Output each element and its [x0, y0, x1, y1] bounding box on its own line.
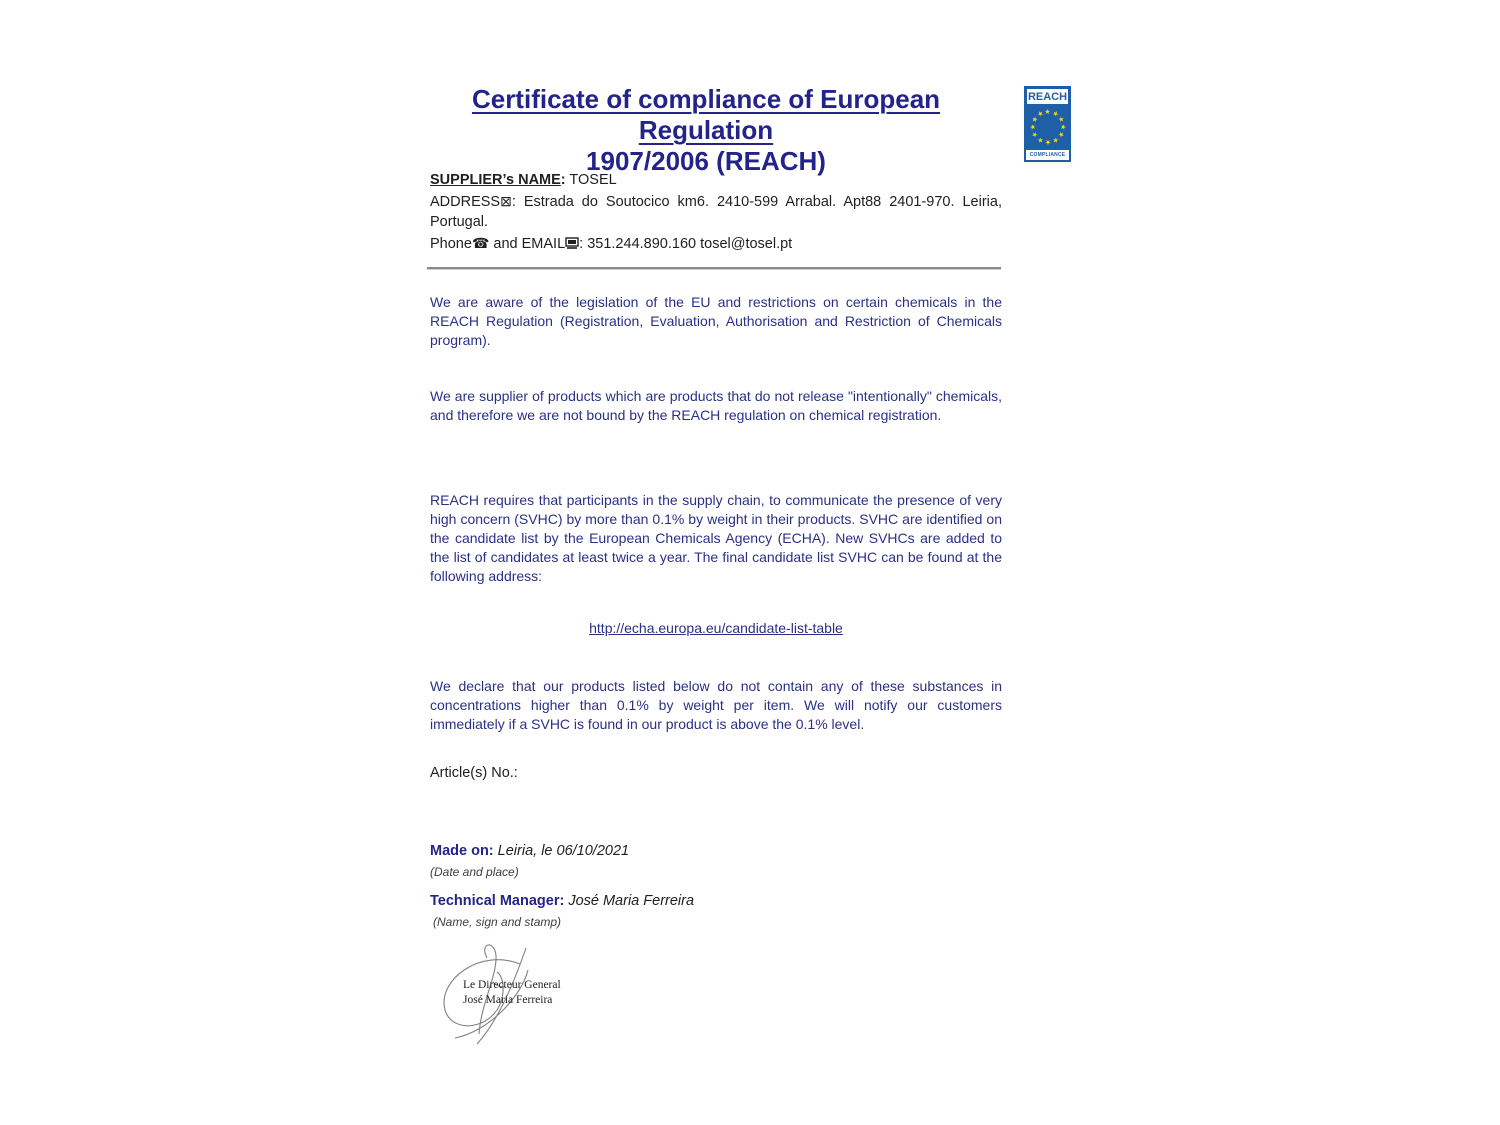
star-icon: ★	[1044, 108, 1051, 116]
star-icon: ★	[1044, 137, 1051, 145]
title-line-2: 1907/2006 (REACH)	[586, 146, 826, 176]
technical-manager-label: Technical Manager:	[430, 893, 565, 909]
supplier-contact-line	[430, 233, 1002, 255]
star-icon: ★	[1030, 129, 1040, 139]
paragraph-reach-requirements: REACH requires that participants in the supply chain, to communicate the presence of very high concern (SVHC) by more than 0.1% by weight in their products. SVHC are identified on the candidate list by the European Chemicals Agency (ECHA). New SVHCs are added to the list of candidates at least twice a year. The final candidate list SVHC can be found at the following address:	[430, 492, 1002, 584]
compliance-logo-text: COMPLIANCE	[1026, 150, 1069, 160]
technical-manager-line	[430, 893, 694, 909]
stamp-line-2: José Maria Ferreira	[463, 994, 553, 1006]
stamp-text	[463, 978, 561, 1008]
star-icon: ★	[1035, 109, 1045, 119]
star-icon: ★	[1050, 134, 1060, 144]
reach-logo-text: REACH	[1026, 88, 1069, 105]
star-icon: ★	[1035, 134, 1045, 144]
technical-manager-value: José Maria Ferreira	[564, 893, 695, 909]
star-icon: ★	[1030, 114, 1040, 124]
phone-label: Phone	[430, 235, 472, 252]
supplier-info-block	[430, 170, 1002, 254]
address-label: ADDRESS	[430, 193, 501, 210]
supplier-name-line	[430, 170, 1002, 191]
supplier-name-colon: :	[560, 172, 566, 188]
address-value: : Estrada do Soutocico km6. 2410-599 Arrabal. Apt88 2401-970. Leiria, Portugal.	[430, 193, 1002, 230]
star-icon: ★	[1058, 123, 1066, 130]
paragraph-awareness: We are aware of the legislation of the EU and restrictions on certain chemicals in the REACH Regulation (Registration, Evaluation, Authorisation and Restriction of Chemicals program).	[430, 294, 1002, 348]
horizontal-divider	[427, 267, 1001, 270]
made-on-line	[430, 843, 629, 859]
paragraph-declaration: We declare that our products listed below do not contain any of these substances in concentrations higher than 0.1% by weight per item. We will notify our customers immediately if a SVHC is found in our product is above the 0.1% level.	[430, 678, 1002, 732]
supplier-name-label: SUPPLIER’s NAME	[430, 172, 561, 188]
made-on-value: Leiria, le 06/10/2021	[493, 843, 630, 859]
email-label: and EMAIL	[489, 235, 566, 252]
document-title	[430, 84, 982, 177]
star-icon: ★	[1029, 123, 1037, 130]
reach-compliance-logo	[1024, 86, 1071, 162]
made-on-label: Made on:	[430, 843, 494, 859]
date-place-note: (Date and place)	[430, 865, 519, 879]
supplier-name-value: TOSEL	[565, 172, 617, 188]
computer-icon	[565, 237, 579, 250]
eu-stars-circle-icon	[1026, 105, 1069, 150]
signature-area	[425, 942, 625, 1057]
phone-icon: ☎	[471, 234, 490, 251]
envelope-icon: ⊠	[500, 192, 512, 209]
star-icon: ★	[1055, 129, 1065, 139]
star-icon: ★	[1050, 109, 1060, 119]
stamp-line-1: Le Directeur General	[463, 979, 561, 991]
star-icon: ★	[1055, 114, 1065, 124]
name-sign-stamp-note: (Name, sign and stamp)	[433, 915, 562, 929]
contact-value: : 351.244.890.160 tosel@tosel.pt	[579, 235, 793, 252]
paragraph-supplier-statement: We are supplier of products which are products that do not release "intentionally" chemicals, and therefore we are not bound by the REACH regulation on chemical registration.	[430, 388, 1002, 423]
candidate-list-link-line	[430, 620, 1002, 636]
title-line-1: Certificate of compliance of European Regulation	[471, 84, 941, 145]
article-number-label: Article(s) No.:	[430, 765, 518, 781]
candidate-list-link[interactable]: http://echa.europa.eu/candidate-list-table	[589, 620, 843, 636]
supplier-address-line	[430, 191, 1002, 233]
